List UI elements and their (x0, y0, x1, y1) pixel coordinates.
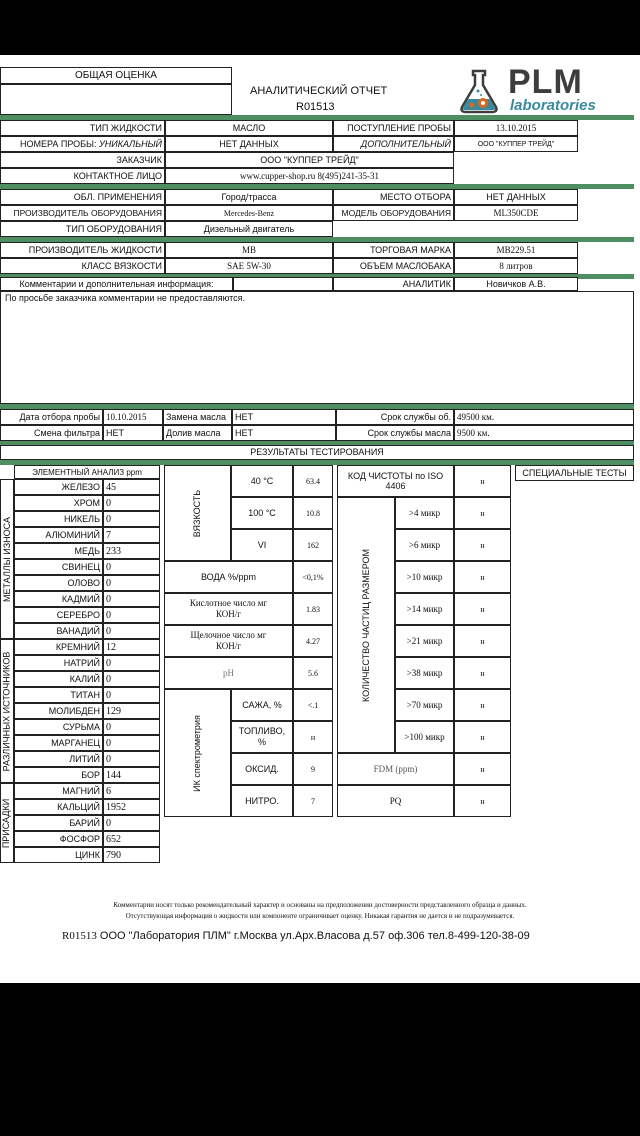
particle-count-value: н (454, 593, 511, 625)
elements-header: ЭЛЕМЕНТНЫЙ АНАЛИЗ ppm (14, 465, 160, 479)
element-value: 652 (103, 831, 160, 847)
element-value: 0 (103, 559, 160, 575)
label-sample-number: НОМЕРА ПРОБЫ: УНИКАЛЬНЫЙ (0, 136, 165, 152)
value-contact: www.cupper-shop.ru 8(495)241-35-31 (165, 168, 454, 184)
element-name: КАЛЬЦИЙ (14, 799, 103, 815)
value-area: Город/трасса (165, 189, 333, 205)
particle-size-label: >21 микр (395, 625, 454, 657)
special-tests-header: СПЕЦИАЛЬНЫЕ ТЕСТЫ (515, 465, 634, 481)
value-pq: н (454, 785, 511, 817)
value-equipment-maker: Mercedes-Benz (165, 205, 333, 221)
element-name: ОЛОВО (14, 575, 103, 591)
label-area: ОБЛ. ПРИМЕНЕНИЯ (0, 189, 165, 205)
value-analyst: Новичков А.В. (454, 277, 578, 291)
element-name: ЦИНК (14, 847, 103, 863)
element-name: ЛИТИЙ (14, 751, 103, 767)
label-acid-number: Кислотное число мг КОН/г (164, 593, 293, 625)
element-value: 12 (103, 639, 160, 655)
value-oil-topup: НЕТ (232, 425, 336, 441)
footer-disclaimer-2: Отсутствующая информация о жидкости или компоненте ограничивает оценку. Никакая гарантия не дается и не подразумевается. (125, 912, 515, 920)
label-base-number: Щелочное число мг КОН/г (164, 625, 293, 657)
element-value: 45 (103, 479, 160, 495)
value-oil-change: НЕТ (232, 409, 336, 425)
value-equipment-life: 49500 км. (454, 409, 634, 425)
footer-report-id: R01513 (62, 930, 97, 942)
label-contact: КОНТАКТНОЕ ЛИЦО (0, 168, 165, 184)
element-value: 0 (103, 687, 160, 703)
particle-size-label: >10 микр (395, 561, 454, 593)
element-name: МОЛИБДЕН (14, 703, 103, 719)
value-fluid-maker: MB (165, 242, 333, 258)
viscosity-group: ВЯЗКОСТЬ (164, 465, 231, 561)
value-iso-code: н (454, 465, 511, 497)
element-name: СУРЬМА (14, 719, 103, 735)
group-additives: ПРИСАДКИ (0, 783, 14, 863)
value-base-number: 4.27 (293, 625, 333, 657)
value-oil-life: 9500 км. (454, 425, 634, 441)
element-value: 0 (103, 719, 160, 735)
logo-text-laboratories: laboratories (510, 97, 596, 114)
element-value: 0 (103, 815, 160, 831)
value-ph: 5.6 (293, 657, 333, 689)
value-arrival: 13.10.2015 (454, 120, 578, 136)
label-visc-100: 100 °С (231, 497, 293, 529)
particle-count-value: н (454, 529, 511, 561)
particle-count-group: КОЛИЧЕСТВО ЧАСТИЦ РАЗМЕРОМ (337, 497, 395, 753)
element-value: 7 (103, 527, 160, 543)
particle-count-value: н (454, 721, 511, 753)
element-name: СЕРЕБРО (14, 607, 103, 623)
element-value: 0 (103, 623, 160, 639)
label-soot: САЖА, % (231, 689, 293, 721)
value-visc-100: 10.8 (293, 497, 333, 529)
label-nitration: НИТРО. (231, 785, 293, 817)
element-value: 233 (103, 543, 160, 559)
value-tank-volume: 8 литров (454, 258, 578, 274)
element-value: 0 (103, 735, 160, 751)
element-value: 0 (103, 751, 160, 767)
label-fluid-type: ТИП ЖИДКОСТИ (0, 120, 165, 136)
logo-text-plm: PLM (508, 63, 583, 101)
report-title: АНАЛИТИЧЕСКИЙ ОТЧЕТ (250, 85, 388, 97)
label-ph: pH (164, 657, 293, 689)
value-equipment-type: Дизельный двигатель (165, 221, 333, 237)
element-value: 0 (103, 671, 160, 687)
particle-size-label: >38 микр (395, 657, 454, 689)
label-oil-change: Замена масла (163, 409, 232, 425)
label-comments: Комментарии и дополнительная информация: (0, 277, 233, 291)
label-customer: ЗАКАЗЧИК (0, 152, 165, 168)
footer-address: ООО "Лаборатория ПЛМ" г.Москва ул.Арх.Власова д.57 оф.306 тел.8-499-120-38-09 (99, 930, 530, 942)
element-name: БОР (14, 767, 103, 783)
label-oil-topup: Долив масла (163, 425, 232, 441)
particle-count-value: н (454, 657, 511, 689)
label-extra: ДОПОЛНИТЕЛЬНЫЙ (333, 136, 454, 152)
value-vi: 162 (293, 529, 333, 561)
particle-count-value: н (454, 625, 511, 657)
value-oxidation: 9 (293, 753, 333, 785)
element-name: КАДМИЙ (14, 591, 103, 607)
element-name: НИКЕЛЬ (14, 511, 103, 527)
analysis-report (0, 55, 640, 983)
label-oxidation: ОКСИД. (231, 753, 293, 785)
plm-logo (456, 63, 632, 115)
element-name: НАТРИЙ (14, 655, 103, 671)
label-fluid-maker: ПРОИЗВОДИТЕЛЬ ЖИДКОСТИ (0, 242, 165, 258)
overall-assessment-header: ОБЩАЯ ОЦЕНКА (0, 67, 232, 84)
particle-size-label: >14 микр (395, 593, 454, 625)
element-name: ФОСФОР (14, 831, 103, 847)
element-name: БАРИЙ (14, 815, 103, 831)
label-fdm: FDM (ppm) (337, 753, 454, 785)
label-sample-date: Дата отбора пробы (0, 409, 103, 425)
footer-address-line (62, 930, 530, 942)
element-value: 0 (103, 575, 160, 591)
label-equipment-life: Срок службы об. (336, 409, 454, 425)
element-value: 0 (103, 495, 160, 511)
element-name: ЖЕЛЕЗО (14, 479, 103, 495)
comments-text: По просьбе заказчика комментарии не предоставляются. (0, 291, 634, 404)
label-equipment-maker: ПРОИЗВОДИТЕЛЬ ОБОРУДОВАНИЯ (0, 205, 165, 221)
label-fuel: ТОПЛИВО, % (231, 721, 293, 753)
particle-size-label: >100 микр (395, 721, 454, 753)
value-fdm: н (454, 753, 511, 785)
ir-spectrometry-group: ИК спектрометрия (164, 689, 231, 817)
value-filter-change: НЕТ (103, 425, 163, 441)
label-arrival: ПОСТУПЛЕНИЕ ПРОБЫ (333, 120, 454, 136)
footer-disclaimer-1: Комментарии носят только рекомендательный характер и основаны на предположении достоверности представленного образца и данных. (113, 901, 527, 909)
value-brand: MB229.51 (454, 242, 578, 258)
label-oil-life: Срок службы масла (336, 425, 454, 441)
element-name: КАЛИЙ (14, 671, 103, 687)
value-soot: <.1 (293, 689, 333, 721)
label-analyst: АНАЛИТИК (333, 277, 454, 291)
report-number: R01513 (296, 101, 335, 113)
label-brand: ТОРГОВАЯ МАРКА (333, 242, 454, 258)
value-equipment-model: ML350CDE (454, 205, 578, 221)
label-pq: PQ (337, 785, 454, 817)
label-sampling-place: МЕСТО ОТБОРА (333, 189, 454, 205)
element-name: МЕДЬ (14, 543, 103, 559)
value-sample-date: 10.10.2015 (103, 409, 163, 425)
particle-count-value: н (454, 689, 511, 721)
label-water: ВОДА %/ppm (164, 561, 293, 593)
label-tank-volume: ОБЪЕМ МАСЛОБАКА (333, 258, 454, 274)
label-filter-change: Смена фильтра (0, 425, 103, 441)
overall-assessment-box (0, 84, 232, 115)
value-customer: ООО "КУППЕР ТРЕЙД" (165, 152, 454, 168)
value-sampling-place: НЕТ ДАННЫХ (454, 189, 578, 205)
value-water: <0,1% (293, 561, 333, 593)
element-name: ТИТАН (14, 687, 103, 703)
label-vi: VI (231, 529, 293, 561)
element-value: 129 (103, 703, 160, 719)
particle-size-label: >4 микр (395, 497, 454, 529)
element-value: 6 (103, 783, 160, 799)
element-value: 0 (103, 591, 160, 607)
group-wear-metals: МЕТАЛЛЫ ИЗНОСА (0, 479, 14, 639)
value-visc-40: 63.4 (293, 465, 333, 497)
element-value: 790 (103, 847, 160, 863)
element-name: АЛЮМИНИЙ (14, 527, 103, 543)
particle-size-label: >6 микр (395, 529, 454, 561)
value-fuel: н (293, 721, 333, 753)
element-name: МАРГАНЕЦ (14, 735, 103, 751)
element-value: 144 (103, 767, 160, 783)
value-sample-number: НЕТ ДАННЫХ (165, 136, 333, 152)
results-title: РЕЗУЛЬТАТЫ ТЕСТИРОВАНИЯ (0, 445, 634, 460)
element-name: ВАНАДИЙ (14, 623, 103, 639)
group-various-sources: РАЗЛИЧНЫХ ИСТОЧНИКОВ (0, 639, 14, 783)
value-viscosity-class: SAE 5W-30 (165, 258, 333, 274)
element-name: КРЕМНИЙ (14, 639, 103, 655)
element-name: СВИНЕЦ (14, 559, 103, 575)
element-value: 0 (103, 511, 160, 527)
value-acid-number: 1.83 (293, 593, 333, 625)
comments-spacer (233, 277, 333, 291)
element-name: ХРОМ (14, 495, 103, 511)
label-equipment-type: ТИП ОБОРУДОВАНИЯ (0, 221, 165, 237)
element-value: 0 (103, 607, 160, 623)
element-value: 0 (103, 655, 160, 671)
element-name: МАГНИЙ (14, 783, 103, 799)
label-iso-code: КОД ЧИСТОТЫ по ISO 4406 (337, 465, 454, 497)
label-equipment-model: МОДЕЛЬ ОБОРУДОВАНИЯ (333, 205, 454, 221)
value-fluid-type: МАСЛО (165, 120, 333, 136)
particle-count-value: н (454, 561, 511, 593)
particle-count-value: н (454, 497, 511, 529)
label-viscosity-class: КЛАСС ВЯЗКОСТИ (0, 258, 165, 274)
particle-size-label: >70 микр (395, 689, 454, 721)
element-value: 1952 (103, 799, 160, 815)
value-extra: ООО "КУППЕР ТРЕЙД" (454, 136, 578, 152)
value-nitration: 7 (293, 785, 333, 817)
label-visc-40: 40 °С (231, 465, 293, 497)
flask-icon (456, 67, 504, 115)
